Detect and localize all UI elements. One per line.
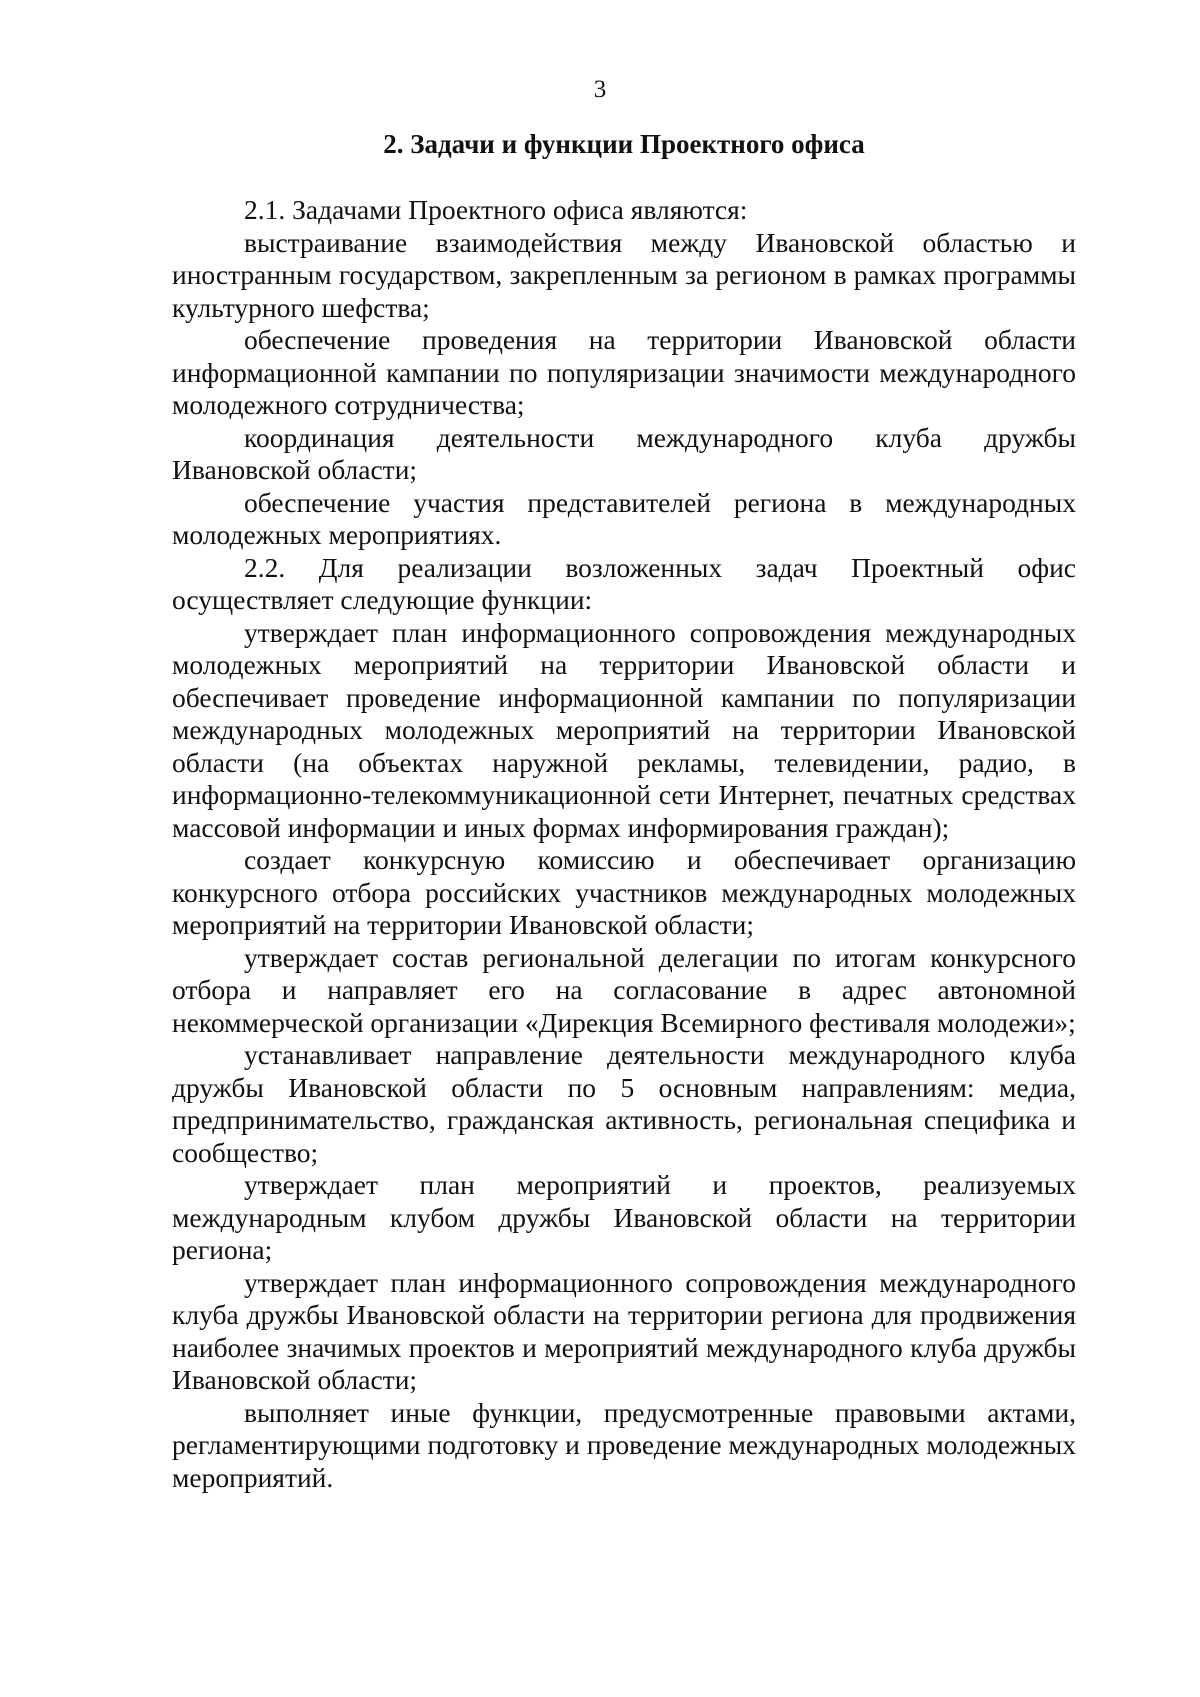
paragraph-2-2-intro: 2.2. Для реализации возложенных задач Проектный офис осуществляет следующие функции: [172, 551, 1076, 615]
paragraph-function-club-directions: устанавливает направление деятельности международного клуба дружбы Ивановской области по 5 основным направлениям: медиа, предпринимательство, гражданская активность, региональная специфика и сообщество; [172, 1039, 1076, 1168]
paragraph-function-club-plan: утверждает план мероприятий и проектов, реализуемых международным клубом дружбы Ивановской области на территории региона; [172, 1169, 1076, 1265]
paragraph-function-other: выполняет иные функции, предусмотренные правовыми актами, регламентирующими подготовку и проведение международных молодежных мероприятий. [172, 1396, 1076, 1493]
paragraph-task-info-campaign: обеспечение проведения на территории Ивановской области информационной кампании по популяризации значимости международного молодежного сотрудничества; [172, 324, 1076, 420]
paragraph-function-commission: создает конкурсную комиссию и обеспечивает организацию конкурсного отбора российских участников международных молодежных мероприятий на территории Ивановской области; [172, 844, 1076, 940]
paragraph-function-club-info-plan: утверждает план информационного сопровождения международного клуба дружбы Ивановской области на территории региона для продвижения наиболее значимых проектов и мероприятий международного клуба дружбы Ивановской области; [172, 1266, 1076, 1395]
paragraph-function-delegation: утверждает состав региональной делегации по итогам конкурсного отбора и направляет его на согласование в адрес автономной некоммерческой организации «Дирекция Всемирного фестиваля молодежи»; [172, 941, 1076, 1038]
paragraph-function-info-plan: утверждает план информационного сопровождения международных молодежных мероприятий на территории Ивановской области и обеспечивает проведение информационной кампании по популяризации международных молодежных мероприятий на территории Ивановской области (на объектах наружной рекламы, телевидении, радио, в информационно-телекоммуникационной сети Интернет, печатных средствах массовой информации и иных формах информирования граждан); [172, 616, 1076, 843]
section-title: 2. Задачи и функции Проектного офиса [383, 129, 865, 159]
paragraph-task-interaction: выстраивание взаимодействия между Ивановской областью и иностранным государством, закрепленным за регионом в рамках программы культурного шефства; [172, 226, 1076, 323]
paragraph-2-1-intro: 2.1. Задачами Проектного офиса являются: [244, 194, 748, 225]
page-number: 3 [593, 76, 607, 103]
paragraph-task-participation: обеспечение участия представителей региона в международных молодежных мероприятиях. [172, 486, 1076, 550]
document-body [172, 194, 1076, 1494]
paragraph-task-club-coordination: координация деятельности международного клуба дружбы Ивановской области; [172, 421, 1076, 485]
